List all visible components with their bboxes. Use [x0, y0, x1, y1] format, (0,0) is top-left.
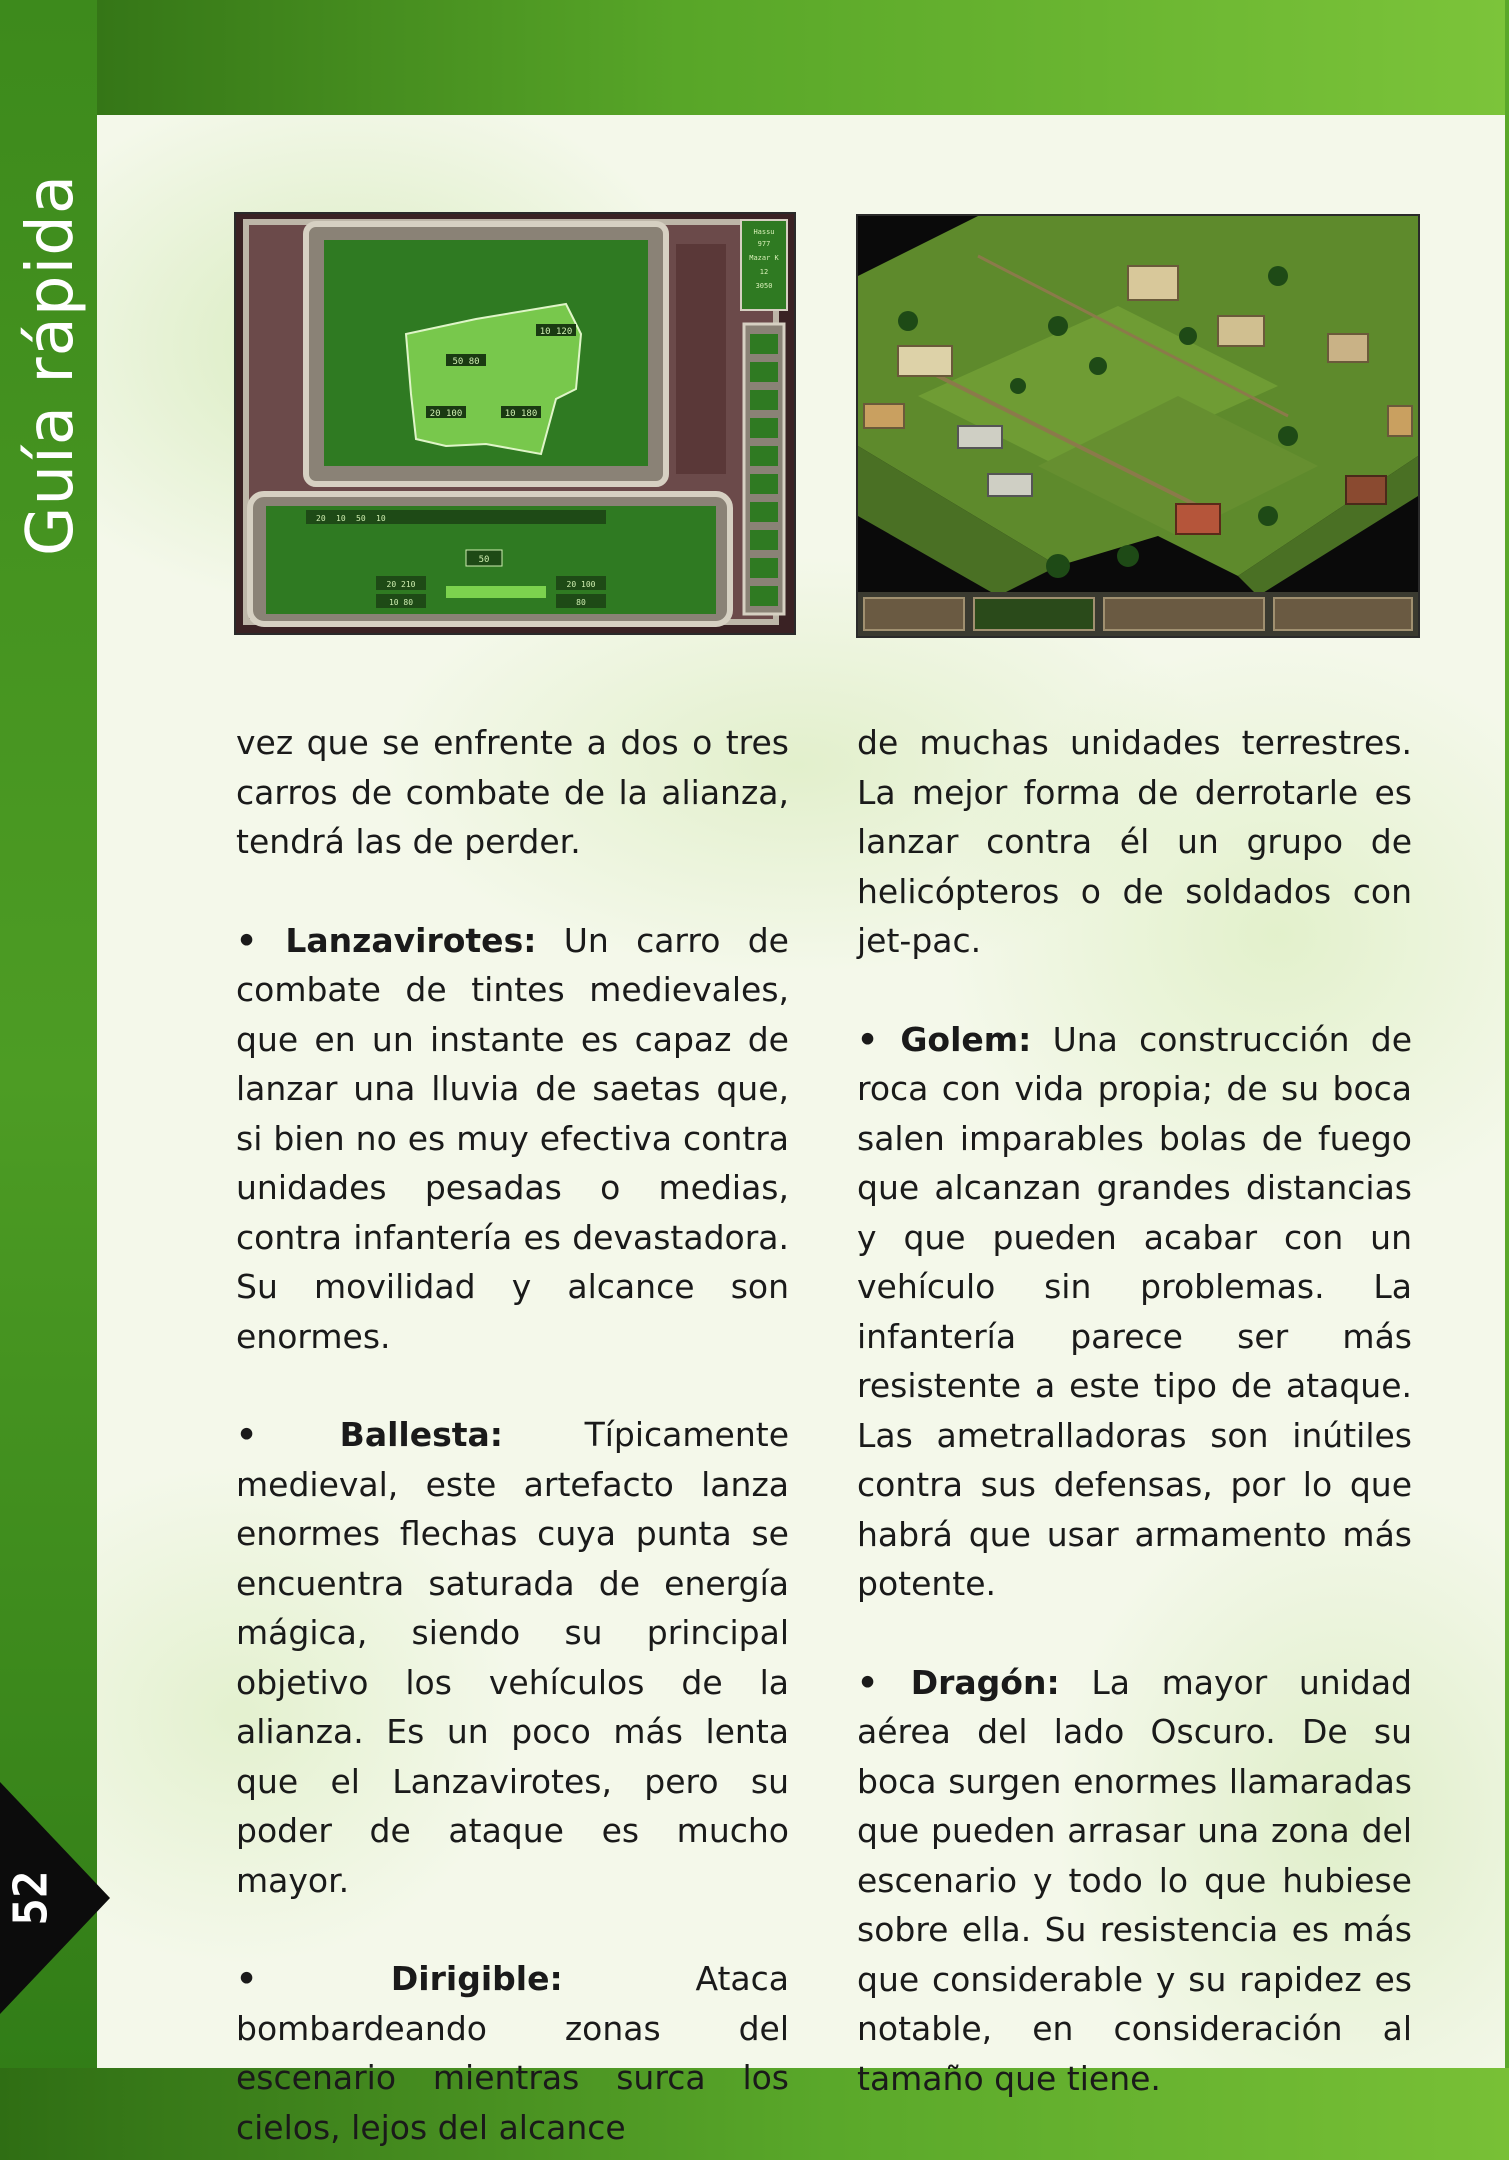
map-label-right: 10 180: [504, 409, 538, 419]
map-label-top: 10 120: [539, 327, 573, 337]
right-green-band: [1505, 0, 1509, 2160]
side-line-5: 3050: [755, 282, 773, 290]
top-green-band: [0, 0, 1509, 115]
side-line-4: 12: [759, 268, 769, 276]
map-screen-art: [236, 214, 794, 633]
tick-1: 20: [316, 514, 326, 523]
tick-3: 50: [356, 514, 366, 523]
tick-2: 10: [336, 514, 346, 523]
right-column: [857, 718, 1412, 2103]
left-paragraph-intro: vez que se enfrente a dos o tres carros de combate de la alianza, tendrá las de perder.: [236, 723, 789, 861]
panel-left-bottom: 10 80: [388, 598, 414, 607]
left-paragraph-dirigible: • Dirigible: Ataca bombardeando zonas del escenario mientras surca los cielos, lejos del alcance: [236, 1959, 789, 2147]
panel-left-top: 20 210: [386, 580, 416, 589]
left-paragraph-lanzavirotes: • Lanzavirotes: Un carro de combate de tintes medievales, que en un instante es capaz de lanzar una lluvia de saetas que, si bien no es muy efectiva contra unidades pesadas o medias, contra infantería es devastadora. Su movilidad y alcance son enormes.: [236, 920, 789, 1356]
left-paragraph-ballesta: • Ballesta: Típicamente medieval, este artefacto lanza enormes flechas cuya punta se encuentra saturada de energía mágica, siendo su principal objetivo los vehículos de la alianza. Es un poco más lenta que el Lanzavirotes, pero su poder de ataque es mucho mayor.: [236, 1415, 790, 1900]
side-line-3: Mazar K: [749, 254, 779, 262]
left-column: [236, 718, 789, 2152]
game-screenshot-map: [234, 212, 796, 635]
section-title: Guía rápida: [14, 173, 88, 557]
side-line-1: Hassu: [753, 228, 775, 236]
isometric-screen-art: [858, 216, 1418, 636]
side-button-column: [744, 324, 784, 614]
map-label-mid: 50 80: [452, 357, 480, 367]
right-paragraph-intro: de muchas unidades terrestres. La mejor forma de derrotarle es lanzar contra él un grupo de helicópteros o de soldados con jet-pac.: [857, 723, 1412, 960]
tick-4: 10: [376, 514, 386, 523]
side-line-2: 977: [757, 240, 771, 248]
panel-center-value: 50: [478, 555, 490, 565]
right-paragraph-golem: • Golem: Una construcción de roca con vida propia; de su boca salen imparables bolas de fuego que alcanzan grandes distancias y que pueden acabar con un vehículo sin problemas. La infantería parece ser más resistente a este tipo de ataque. Las ametralladoras son inútiles contra sus defensas, por lo que habrá que usar armamento más potente.: [857, 1019, 1412, 1603]
page-number: 52: [3, 1870, 58, 1926]
map-label-left: 20 100: [429, 409, 463, 419]
panel-right-top: 20 100: [566, 580, 596, 589]
panel-right-bottom: 80: [576, 598, 586, 607]
game-screenshot-isometric: [856, 214, 1420, 638]
right-paragraph-dragon: • Dragón: La mayor unidad aérea del lado Oscuro. De su boca surgen enormes llamaradas que pueden arrasar una zona del escenario y todo lo que hubiese sobre ella. Su resistencia es más que considerable y su rapidez es notable, en consideración al tamaño que tiene.: [857, 1662, 1412, 2098]
